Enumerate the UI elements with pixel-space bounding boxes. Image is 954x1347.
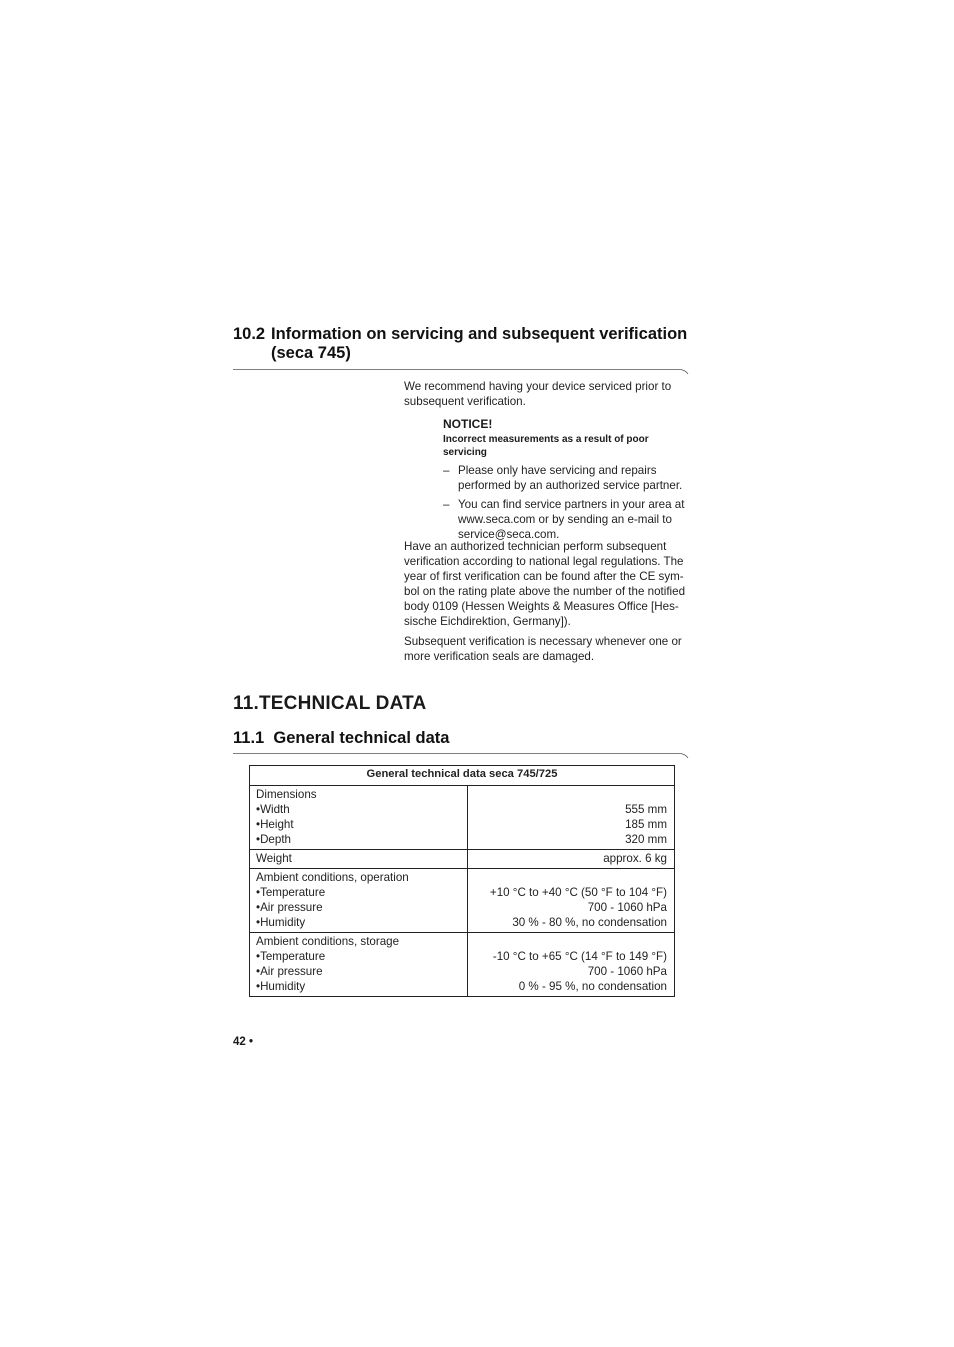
page-number: 42 •	[233, 1036, 254, 1048]
row-value: 185 mm	[625, 818, 667, 831]
row-labels	[250, 850, 468, 869]
paragraph-line: body 0109 (Hessen Weights & Measures Office [Hes-	[404, 600, 679, 613]
row-name: • Temperature	[256, 949, 463, 964]
section-title-line2: (seca 745)	[271, 344, 351, 362]
notice-item-line: performed by an authorized service partner.	[458, 479, 683, 492]
notice-item-line: You can find service partners in your area at	[458, 498, 685, 511]
row-values	[468, 786, 675, 850]
row-values	[468, 933, 675, 997]
paragraph-line: more verification seals are damaged.	[404, 650, 595, 663]
seals-paragraph	[404, 634, 694, 664]
section-divider-10-2	[233, 365, 689, 375]
row-name: • Humidity	[256, 915, 463, 930]
row-value: 30 % - 80 %, no condensation	[512, 916, 667, 929]
row-value: 0 % - 95 %, no condensation	[518, 980, 667, 993]
paragraph-line: verification according to national legal regulations. The	[404, 555, 684, 568]
row-value: 700 - 1060 hPa	[587, 965, 667, 978]
row-labels	[250, 786, 468, 850]
table-row	[250, 786, 675, 850]
row-labels	[250, 869, 468, 933]
row-name: • Air pressure	[256, 964, 463, 979]
row-value: 320 mm	[625, 833, 667, 846]
notice-item-line: Please only have servicing and repairs	[458, 464, 657, 477]
notice-subheading-line1: Incorrect measurements as a result of poor	[443, 434, 649, 445]
table-header: General technical data seca 745/725	[250, 766, 675, 786]
paragraph-line: bol on the rating plate above the number of the notified	[404, 585, 686, 598]
group-label: Dimensions	[256, 788, 317, 801]
row-value: +10 °C to +40 °C (50 °F to 104 °F)	[489, 886, 667, 899]
chapter-11-heading: 11.TECHNICAL DATA	[233, 693, 427, 714]
row-name: • Temperature	[256, 885, 463, 900]
notice-item	[443, 463, 693, 493]
group-label: Ambient conditions, storage	[256, 935, 400, 948]
table-row	[250, 850, 675, 869]
row-name: • Air pressure	[256, 900, 463, 915]
group-label: Weight	[256, 852, 292, 865]
table-row	[250, 869, 675, 933]
notice-subheading-line2: servicing	[443, 447, 487, 458]
intro-line: We recommend having your device serviced prior to	[404, 380, 672, 393]
dash-marker: –	[443, 498, 450, 511]
row-name: • Humidity	[256, 979, 463, 994]
technical-data-table	[249, 765, 675, 997]
notice-item-line: www.seca.com or by sending an e-mail to	[458, 513, 672, 526]
row-value: approx. 6 kg	[603, 852, 667, 865]
intro-line: subsequent verification.	[404, 395, 526, 408]
section-title-line1: Information on servicing and subsequent verification	[271, 325, 688, 343]
notice-item	[443, 497, 693, 542]
dash-marker: –	[443, 464, 450, 477]
table-header-row	[250, 766, 675, 786]
row-values	[468, 869, 675, 933]
table-row	[250, 933, 675, 997]
paragraph-line: year of first verification can be found after the CE sym-	[404, 570, 684, 583]
paragraph-line: sische Eichdirektion, Germany]).	[404, 615, 571, 628]
notice-heading: NOTICE!	[443, 417, 493, 431]
section-divider-11-1	[233, 749, 689, 759]
paragraph-line: Subsequent verification is necessary whenever one or	[404, 635, 682, 648]
row-value: 555 mm	[625, 803, 667, 816]
row-name: • Width	[256, 802, 463, 817]
section-11-1-heading: 11.1 General technical data	[233, 729, 450, 747]
section-10-2-heading	[233, 325, 703, 363]
row-name: • Depth	[256, 832, 463, 847]
row-name: • Height	[256, 817, 463, 832]
notice-block	[443, 417, 693, 542]
intro-paragraph	[404, 379, 694, 409]
row-value: 700 - 1060 hPa	[587, 901, 667, 914]
paragraph-line: Have an authorized technician perform subsequent	[404, 540, 667, 553]
row-value: -10 °C to +65 °C (14 °F to 149 °F)	[492, 950, 667, 963]
verification-paragraph	[404, 539, 694, 629]
row-labels	[250, 933, 468, 997]
row-values	[468, 850, 675, 869]
group-label: Ambient conditions, operation	[256, 871, 409, 884]
notice-item-line: service@seca.com.	[458, 528, 560, 541]
section-number: 10.2	[233, 325, 266, 343]
